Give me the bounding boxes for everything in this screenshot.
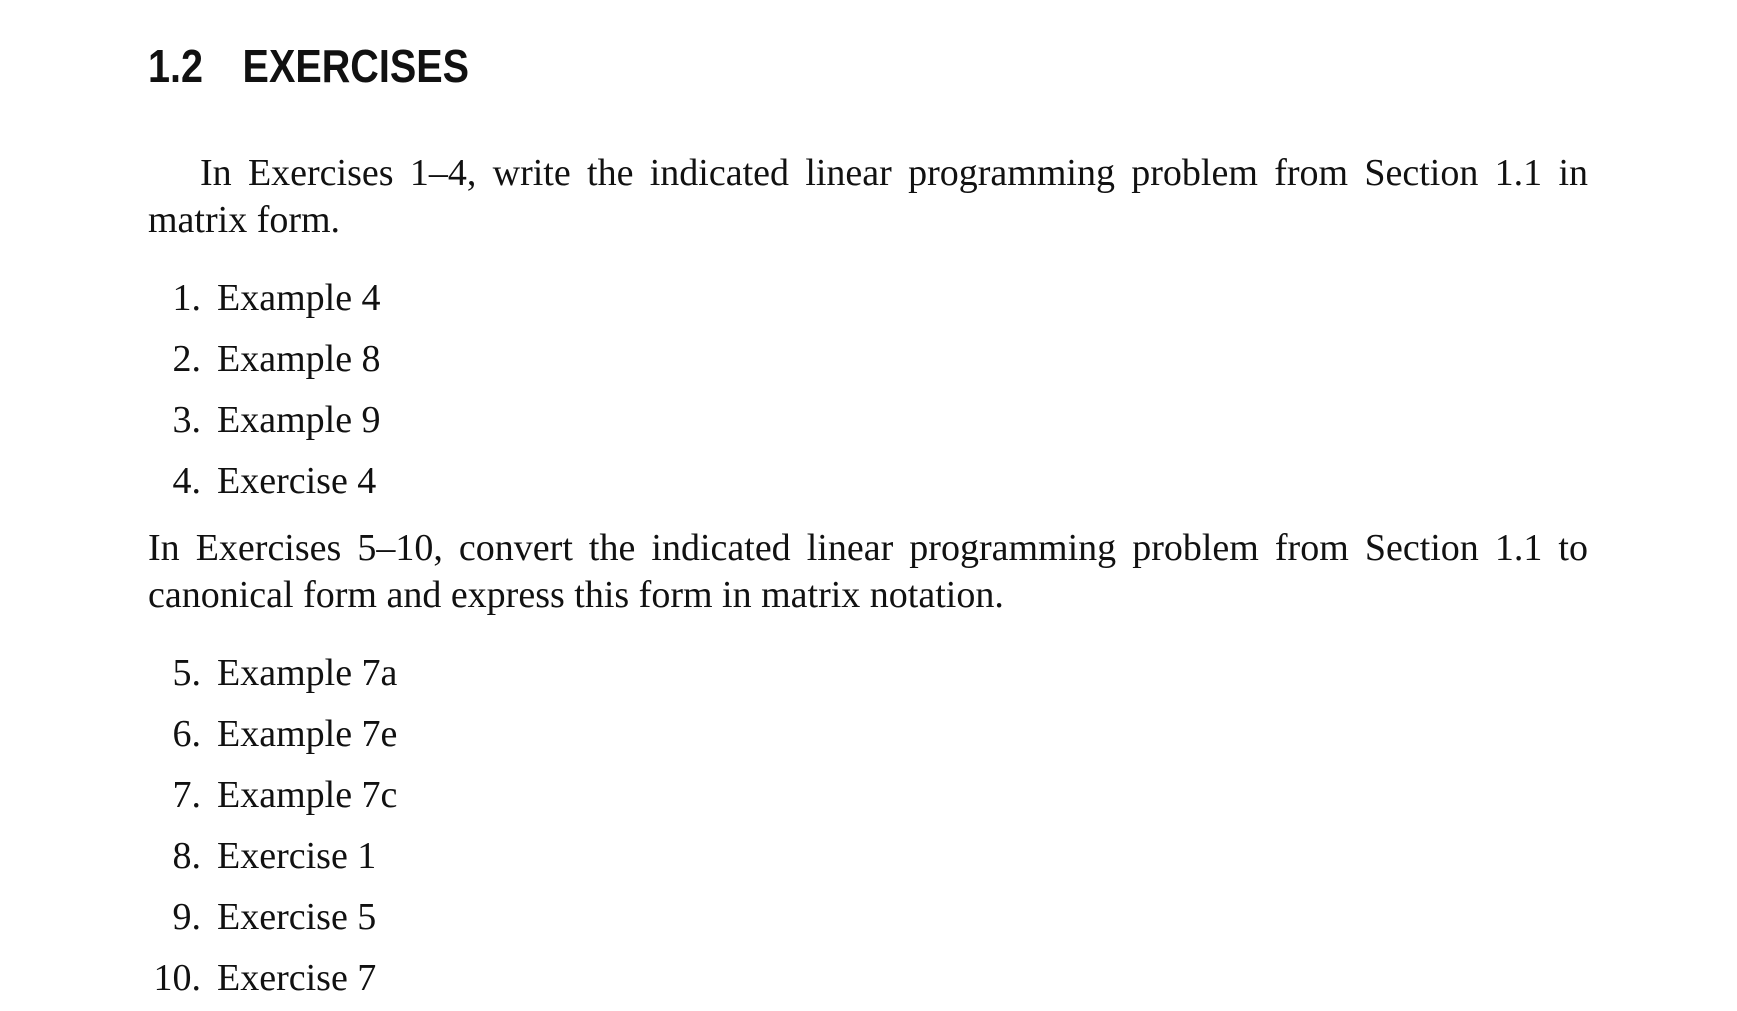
section-heading [148,38,469,94]
exercise-item [148,765,397,826]
exercise-item [148,451,381,512]
exercise-item [148,329,381,390]
group1-instructions: In Exercises 1–4, write the indicated linear programming problem from Section 1.1 in matrix form. [148,152,1588,241]
group2-instructions: In Exercises 5–10, convert the indicated linear programming problem from Section 1.1 to canonical form and express this form in matrix notation. [148,527,1588,616]
exercise-item [148,704,397,765]
exercise-text: Example 7a [217,652,398,694]
exercise-item [148,826,397,887]
exercise-text: Example 7e [217,713,398,755]
exercise-item [148,268,381,329]
exercise-number: 6. [172,713,201,755]
exercise-text: Exercise 4 [217,460,377,502]
exercise-item [148,948,397,1009]
exercise-number: 3. [172,399,201,441]
exercise-number: 7. [172,774,201,816]
exercise-text: Exercise 1 [217,835,377,877]
exercise-number: 2. [172,338,201,380]
exercise-list-2 [148,643,397,1009]
exercise-number: 5. [172,652,201,694]
section-number: 1.2 [148,40,203,92]
exercise-item [148,643,397,704]
exercise-text: Exercise 7 [217,957,377,999]
exercise-number: 4. [172,460,201,502]
exercise-number: 9. [172,896,201,938]
section-title: EXERCISES [242,40,470,92]
exercise-text: Example 9 [217,399,381,441]
exercise-text: Example 8 [217,338,381,380]
exercise-item [148,887,397,948]
exercise-list-1 [148,268,381,512]
exercise-text: Exercise 5 [217,896,377,938]
exercise-number: 8. [172,835,201,877]
exercise-text: Example 7c [217,774,398,816]
exercise-text: Example 4 [217,277,381,319]
exercise-number: 10. [153,957,201,999]
exercise-item [148,390,381,451]
exercise-number: 1. [172,277,201,319]
